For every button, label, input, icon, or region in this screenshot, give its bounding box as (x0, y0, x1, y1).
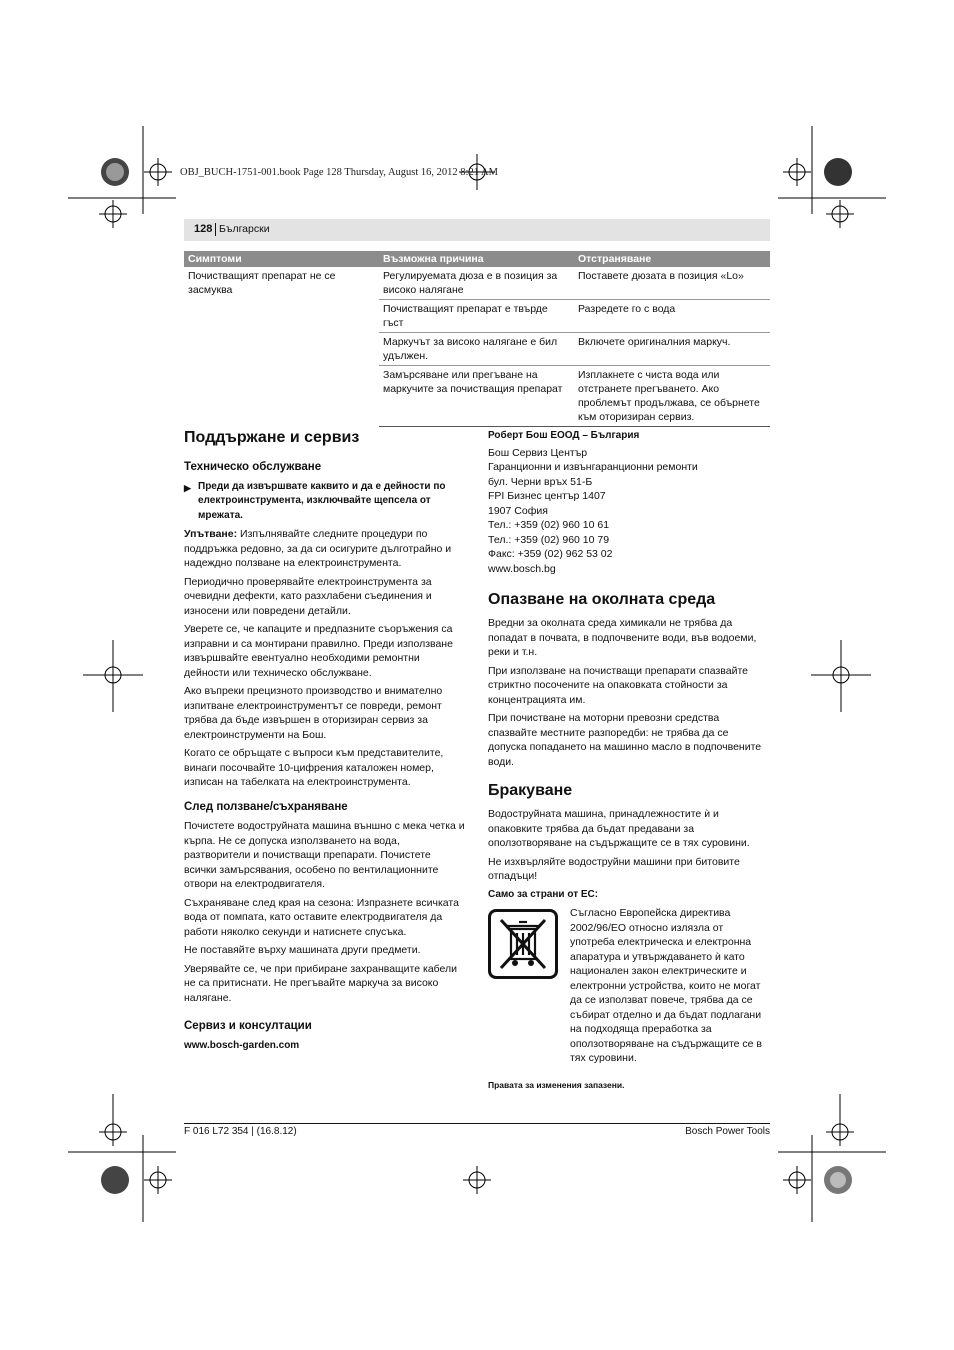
eu-heading: Само за страни от ЕС: (488, 888, 599, 900)
page-language: Български (219, 223, 270, 235)
service-address (488, 446, 770, 577)
fix-cell: Включете оригиналния маркуч. (574, 333, 770, 366)
weee-section (488, 906, 770, 1066)
paragraph: Не поставяйте върху машината други предмети. (184, 944, 421, 956)
paragraph: Периодично проверявайте електроинструмента за очевидни дефекти, като разхлабени съединения и износени или повредени детайли. (184, 575, 432, 617)
phone-line: Тел.: +359 (02) 960 10 61 (488, 519, 610, 531)
service-website-link[interactable]: www.bosch-garden.com (184, 1039, 300, 1051)
rights-reserved: Правата за изменения запазени. (488, 1079, 625, 1090)
paragraph: Водоструйната машина, принадлежностите ѝ и опаковките трябва да бъдат предавани за оползотворяване на съдържащите се в тях суровини. (488, 808, 750, 849)
bosch-website-link[interactable]: www.bosch.bg (488, 562, 556, 575)
maintenance-title: Поддържане и сервиз (184, 429, 360, 446)
print-info: OBJ_BUCH-1751-001.book Page 128 Thursday, August 16, 2012 8:21 AM (180, 167, 498, 178)
paragraph: Уверявайте се, че при прибиране захранващите кабели не са притиснати. Не прегъвайте маркуча за високо налягане. (184, 962, 458, 1004)
tech-service-heading: Техническо обслужване (184, 461, 322, 473)
page-header (184, 219, 770, 241)
cause-cell: Почистващият препарат е твърде гъст (379, 300, 574, 333)
phone-line: Тел.: +359 (02) 960 10 79 (488, 533, 610, 546)
environment-title: Опазване на околната среда (488, 591, 716, 608)
column-header-fix: Отстраняване (574, 251, 770, 267)
cause-cell: Маркучът за високо налягане е бил удължен. (379, 333, 574, 366)
paragraph: При почистване на моторни превозни средства спазвайте местните разпоредби: не трябва да се допуска попадането на машинно масло в подпочвените води. (488, 712, 762, 768)
troubleshooting-table (184, 251, 770, 427)
cause-cell: Замърсяване или прегъване на маркучите за почистващия препарат (379, 366, 574, 427)
paragraph: При използване на почистващи препарати спазвайте стриктно посочените на опаковката стойности за концентрацията им. (488, 664, 749, 706)
address-line: Гаранционни и извънгаранционни ремонти (488, 461, 698, 473)
note-label: Упътване: (184, 528, 238, 540)
disposal-title: Бракуване (488, 782, 573, 799)
paragraph: Почистете водоструйната машина външно с мека четка и кърпа. Не се допуска използването на вода, разтворители и почистващи препарати. Почистете всички замърсявания, особено по вентилационните отвори на електродвигателя. (184, 820, 465, 890)
fax-line: Факс: +359 (02) 962 53 02 (488, 548, 613, 560)
paragraph: Вредни за околната среда химикали не трябва да попадат в почвата, в подпочвените води, във водоеми, реки и т.н. (488, 617, 757, 658)
address-line: бул. Черни връх 51-Б (488, 475, 593, 488)
column-header-cause: Възможна причина (379, 251, 574, 267)
footer-brand: Bosch Power Tools (685, 1126, 770, 1137)
cause-cell: Регулируемата дюза е в позиция за високо налягане (379, 267, 574, 300)
paragraph: Не изхвърляйте водоструйни машини при битовите отпадъци! (488, 855, 740, 882)
paragraph: Ако въпреки прецизното производство и внимателно изпитване електроинструментът се повреди, ремонт трябва да бъде извършен в оторизиран сервиз за електроинструменти на Бош. (184, 685, 443, 741)
footer-divider (184, 1123, 770, 1124)
paragraph: Уверете се, че капаците и предпазните съоръжения са изправни и са монтирани правилно. Преди използване извършвайте евентуално необходими ремонтни дейности или техническо обслужване. (184, 623, 453, 679)
bullet-triangle-icon: ▶ (184, 482, 191, 493)
table-row (184, 267, 770, 300)
warning-text: Преди да извършвате каквито и да е дейности по електроинструмента, изключвайте щепсела от мрежата. (198, 480, 446, 521)
fix-cell: Разредете го с вода (574, 300, 770, 333)
address-line: 1907 София (488, 504, 548, 517)
right-column (488, 429, 770, 1096)
left-column (184, 428, 466, 1057)
company-name: Роберт Бош ЕООД – България (488, 430, 640, 441)
symptom-cell: Почистващият препарат не се засмуква (188, 270, 336, 296)
page-number: 128 (194, 223, 213, 235)
service-heading: Сервиз и консултации (184, 1020, 312, 1032)
address-line: Бош Сервиз Център (488, 446, 588, 459)
header-divider (215, 223, 216, 236)
maintenance-note (184, 527, 466, 571)
after-use-heading: След ползване/съхраняване (184, 800, 348, 813)
crossed-bin-icon (488, 909, 558, 979)
address-line: FPI Бизнес център 1407 (488, 490, 606, 502)
column-header-symptom: Симптоми (184, 251, 379, 267)
note-text: Изпълнявайте следните процедури по поддръжка редовно, за да си осигурите дълготрайно и надеждно ползване на електроинструмента. (184, 528, 452, 569)
fix-cell: Поставете дюзата в позиция «Lo» (574, 267, 770, 300)
paragraph: Съхраняване след края на сезона: Изпразнете всичката вода от помпата, като оставите електродвигателя да работи няколко секунди и натиснете спусъка. (184, 896, 459, 938)
fix-cell: Изплакнете с чиста вода или отстранете прегъването. Ако проблемът продължава, се обърнете към оторизиран сервиз. (574, 366, 770, 427)
footer-doc-code: F 016 L72 354 | (16.8.12) (184, 1126, 297, 1137)
safety-warning (184, 480, 466, 524)
weee-directive-text: Съгласно Европейска директива 2002/96/ЕО относно излязла от употреба електрическа и електронна апаратура и утвърждаването ѝ като национален закон електрическите и електронни устройства, които не могат да се използват повече, трябва да се събират отделно и да бъдат подлагани на подходяща преработка за оползотворяване на съдържащите се в тях суровини. (570, 907, 763, 1064)
paragraph: Когато се обръщате с въпроси към представителите, винаги посочвайте 10-цифрения каталожен номер, изписан на табелката на електроинструмента. (184, 747, 444, 788)
